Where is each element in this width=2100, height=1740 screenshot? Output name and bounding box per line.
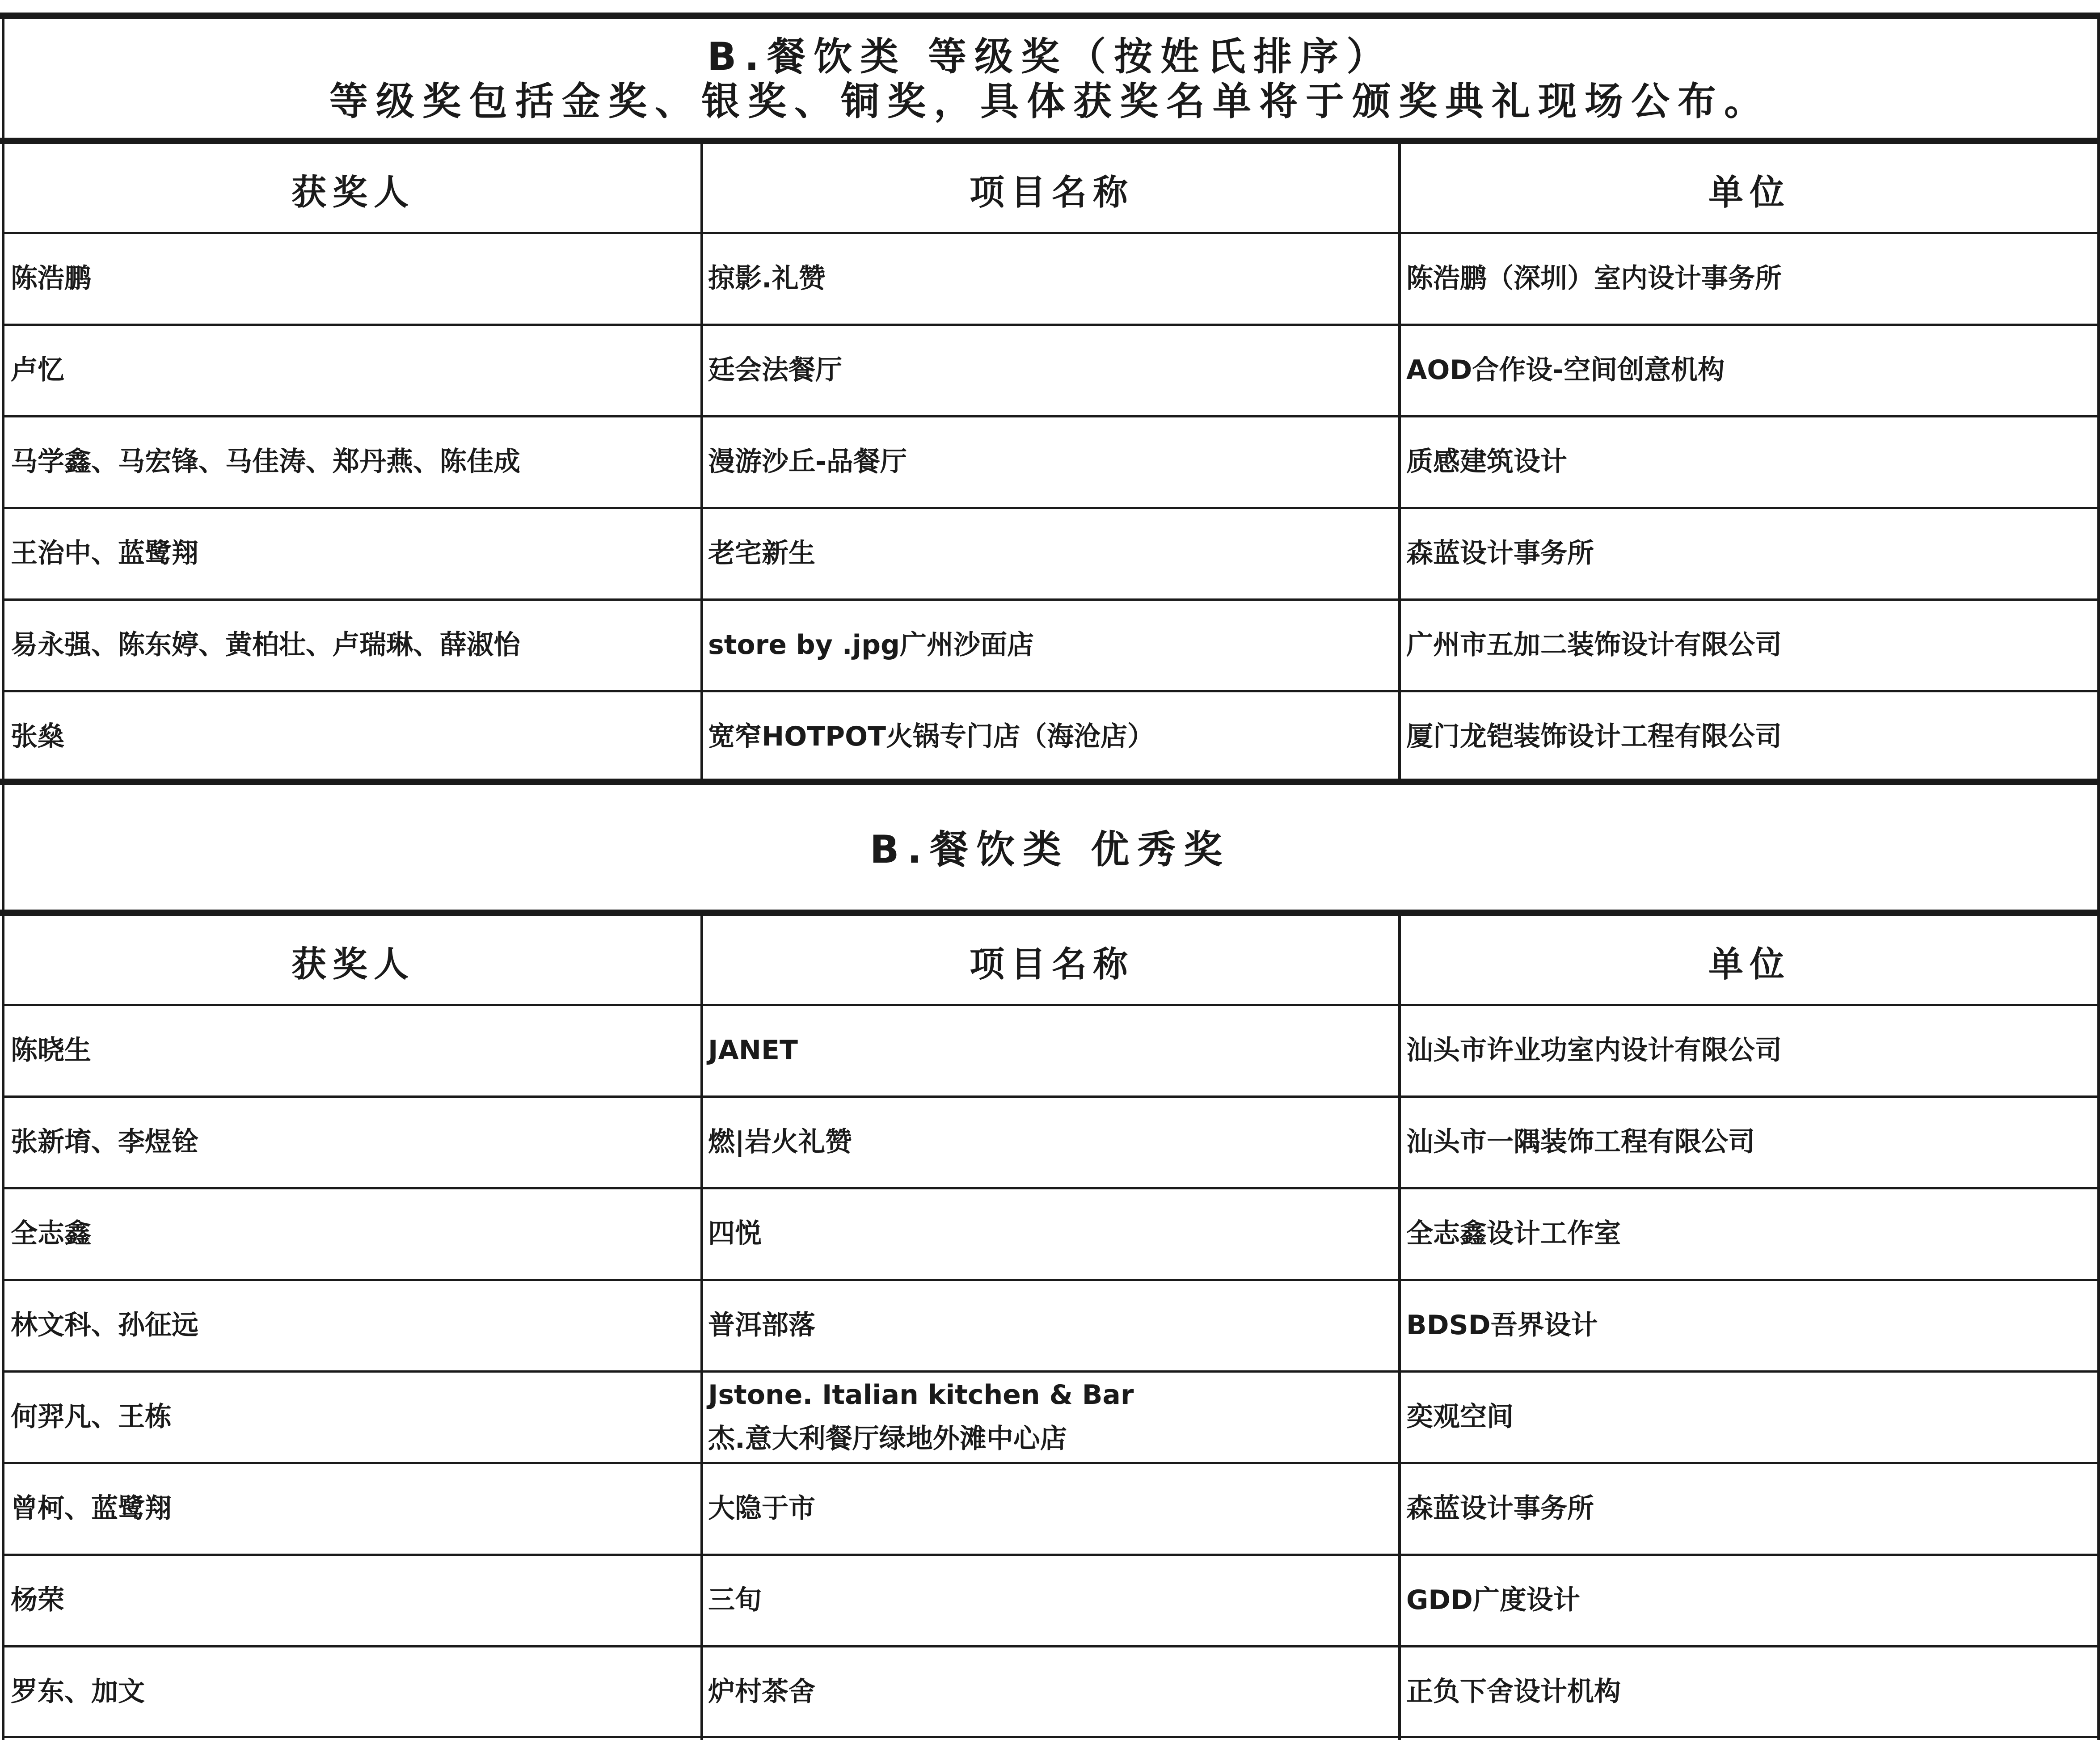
s2-row5-winner: 何羿凡、王栋 xyxy=(11,1401,172,1432)
s1-row-divider xyxy=(2,324,2100,326)
s2-row5-project: Jstone. Italian kitchen & Bar 杰.意大利餐厅绿地外滩中心店 xyxy=(708,1379,1134,1454)
s1-header-winner: 获奖人 xyxy=(291,173,415,213)
s2-row2-company: 汕头市一隅装饰工程有限公司 xyxy=(1406,1126,1755,1158)
s1-vline-col2 xyxy=(1398,141,1401,784)
s2-row6-company: 森蓝设计事务所 xyxy=(1406,1493,1594,1524)
s2-row-divider xyxy=(2,1554,2100,1556)
s2-header-company: 单位 xyxy=(1708,944,1791,985)
s2-vline-left xyxy=(2,913,4,1740)
s2-row1-project: JANET xyxy=(708,1035,798,1066)
s1-row3-winner: 马学鑫、马宏锋、马佳涛、郑丹燕、陈佳成 xyxy=(11,446,520,477)
s1-row5-winner: 易永强、陈东婷、黄柏壮、卢瑞琳、薛淑怡 xyxy=(11,629,520,661)
section1-title-bottom-border xyxy=(0,138,2100,144)
s1-header-divider xyxy=(2,232,2100,234)
s1-row1-project: 掠影.礼赞 xyxy=(708,263,826,294)
s1-row-divider xyxy=(2,598,2100,601)
s2-header-divider xyxy=(2,1004,2100,1006)
s2-vline-col1 xyxy=(700,913,703,1740)
s2-row4-company: BDSD吾界设计 xyxy=(1406,1310,1598,1341)
s2-row3-winner: 全志鑫 xyxy=(11,1218,91,1249)
s2-row-divider xyxy=(2,1645,2100,1647)
s2-row5-company: 奕观空间 xyxy=(1406,1401,1514,1432)
s2-row-divider xyxy=(2,1095,2100,1098)
s2-row1-winner: 陈晓生 xyxy=(11,1035,91,1066)
s1-vline-col1 xyxy=(700,141,703,784)
s2-row8-company: 正负下舍设计机构 xyxy=(1406,1676,1621,1707)
s1-row5-project: store by .jpg广州沙面店 xyxy=(708,629,1034,661)
s2-vline-col2 xyxy=(1398,913,1401,1740)
s2-row-divider xyxy=(2,1187,2100,1189)
s1-row5-company: 广州市五加二装饰设计有限公司 xyxy=(1406,629,1782,661)
s2-row7-winner: 杨荣 xyxy=(11,1584,64,1616)
s2-row4-winner: 林文科、孙征远 xyxy=(11,1310,198,1341)
s1-header-project: 项目名称 xyxy=(969,173,1134,213)
s2-row2-winner: 张新堉、李煜铨 xyxy=(11,1126,198,1158)
top-border xyxy=(0,13,2100,19)
s2-row3-project: 四悦 xyxy=(708,1218,762,1249)
s1-vline-right xyxy=(2097,13,2100,784)
s1-row2-winner: 卢忆 xyxy=(11,354,64,386)
s1-row4-project: 老宅新生 xyxy=(708,538,815,569)
section1-title: B.餐饮类 等级奖（按姓氏排序） xyxy=(707,34,1393,79)
s2-row6-project: 大隐于市 xyxy=(708,1493,815,1524)
s1-row-divider xyxy=(2,415,2100,417)
s2-header-winner: 获奖人 xyxy=(291,944,415,985)
s1-header-company: 单位 xyxy=(1708,173,1791,213)
s1-row-divider xyxy=(2,690,2100,692)
s1-row6-winner: 张燊 xyxy=(11,721,64,752)
s2-row2-project: 燃|岩火礼赞 xyxy=(708,1126,852,1158)
s1-row2-company: AOD合作设-空间创意机构 xyxy=(1406,354,1725,386)
s2-row-divider xyxy=(2,1462,2100,1464)
s2-header-project: 项目名称 xyxy=(969,944,1134,985)
s1-row3-company: 质感建筑设计 xyxy=(1406,446,1567,477)
s1-row4-company: 森蓝设计事务所 xyxy=(1406,538,1594,569)
s1-row6-project: 宽窄HOTPOT火锅专门店（海沧店） xyxy=(708,721,1155,752)
s1-row4-winner: 王治中、蓝鹭翔 xyxy=(11,538,198,569)
s1-row-divider xyxy=(2,507,2100,509)
section1-subtitle: 等级奖包括金奖、银奖、铜奖，具体获奖名单将于颁奖典礼现场公布。 xyxy=(329,79,1771,124)
s2-row8-project: 炉村茶舍 xyxy=(708,1676,815,1707)
s1-vline-left xyxy=(2,13,4,784)
s1-row3-project: 漫游沙丘-品餐厅 xyxy=(708,446,907,477)
s2-row6-winner: 曾柯、蓝鹭翔 xyxy=(11,1493,172,1524)
s1-row1-company: 陈浩鹏（深圳）室内设计事务所 xyxy=(1406,263,1782,294)
s1-row6-company: 厦门龙铠装饰设计工程有限公司 xyxy=(1406,721,1782,752)
s2-row4-project: 普洱部落 xyxy=(708,1310,815,1341)
section2-title-bottom-border xyxy=(0,910,2100,916)
s2-row-divider xyxy=(2,1279,2100,1281)
section2-top-border xyxy=(0,779,2100,785)
s2-row7-company: GDD广度设计 xyxy=(1406,1584,1580,1616)
bottom-border xyxy=(2,1736,2100,1738)
s1-row1-winner: 陈浩鹏 xyxy=(11,263,91,294)
section2-title: B.餐饮类 优秀奖 xyxy=(869,827,1231,872)
s2-row3-company: 全志鑫设计工作室 xyxy=(1406,1218,1621,1249)
s2-row7-project: 三旬 xyxy=(708,1584,762,1616)
s2-row8-winner: 罗东、加文 xyxy=(11,1676,145,1707)
s2-row1-company: 汕头市许业功室内设计有限公司 xyxy=(1406,1035,1782,1066)
s2-vline-right xyxy=(2097,913,2100,1740)
s1-row2-project: 廷会法餐厅 xyxy=(708,354,842,386)
s2-row-divider xyxy=(2,1370,2100,1373)
